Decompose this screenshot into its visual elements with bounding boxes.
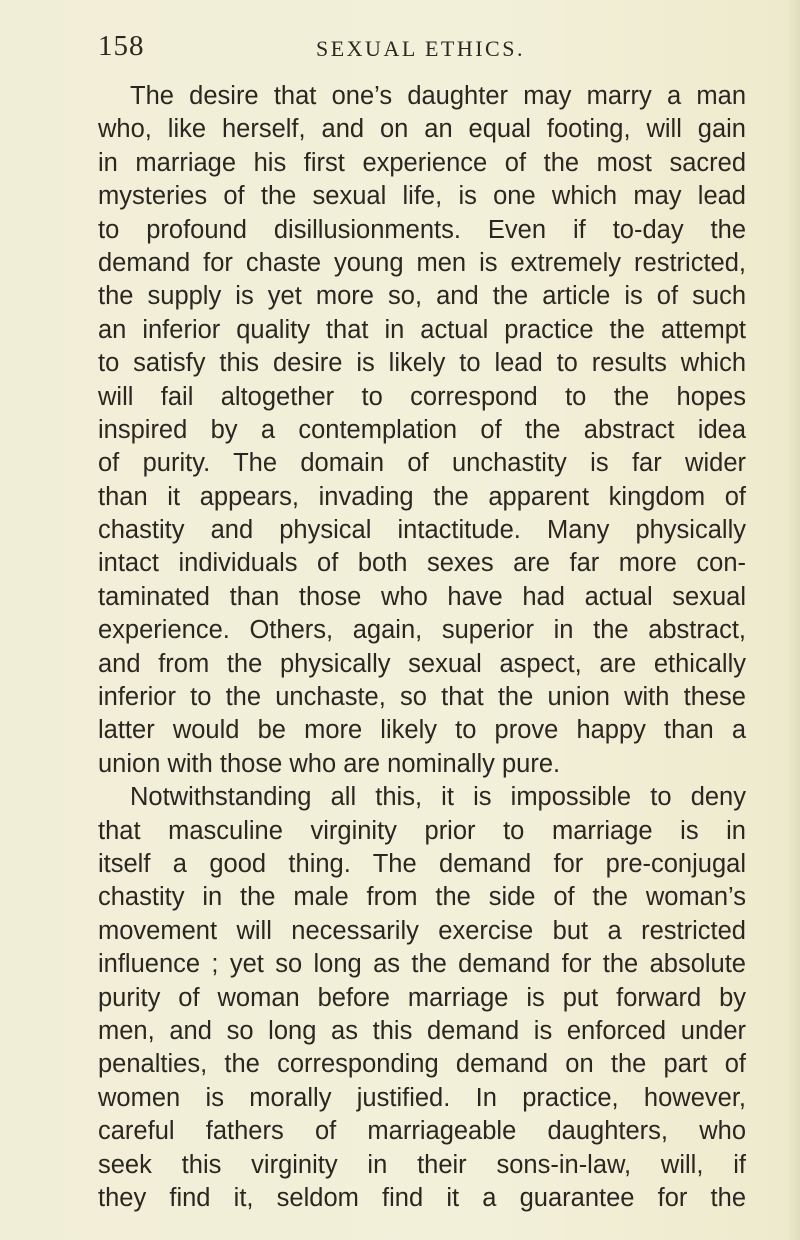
text-line: the supply is yet more so, and the article is of such [98, 282, 746, 311]
text-line: influence ; yet so long as the demand for the absolute [98, 950, 746, 979]
text-line: seek this virginity in their sons-in-law, will, if [98, 1150, 746, 1179]
text-line: taminated than those who have had actual sexual [98, 582, 746, 611]
page-edge-shadow [786, 0, 800, 1240]
running-head [86, 28, 726, 68]
text-line: inspired by a contemplation of the abstract idea [98, 415, 746, 444]
text-line: women is morally justified. In practice, however, [98, 1083, 746, 1112]
text-line: and from the physically sexual aspect, are ethically [98, 649, 746, 678]
text-line: they find it, seldom find it a guarantee for the [98, 1183, 746, 1212]
text-line: Notwithstanding all this, it is impossible to deny [130, 783, 746, 812]
running-title: SEXUAL ETHICS. [316, 36, 525, 61]
text-line: in marriage his first experience of the most sacred [98, 148, 746, 177]
text-line: itself a good thing. The demand for pre-conjugal [98, 849, 746, 878]
text-line: demand for chaste young men is extremely restricted, [98, 248, 746, 277]
text-line: an inferior quality that in actual practice the attempt [98, 315, 746, 344]
body-text [98, 80, 746, 1215]
text-line: latter would be more likely to prove happy than a [98, 716, 746, 745]
text-line: chastity and physical intactitude. Many physically [98, 516, 746, 545]
text-line: of purity. The domain of unchastity is far wider [98, 449, 746, 478]
text-line: experience. Others, again, superior in the abstract, [98, 616, 746, 645]
text-line: will fail altogether to correspond to the hopes [98, 382, 746, 411]
paragraph-1 [98, 80, 746, 781]
text-line: chastity in the male from the side of the woman’s [98, 883, 746, 912]
text-line: mysteries of the sexual life, is one which may lead [98, 182, 746, 211]
text-line: careful fathers of marriageable daughters, who [98, 1117, 746, 1146]
text-line: to satisfy this desire is likely to lead to results which [98, 349, 746, 378]
text-line: who, like herself, and on an equal footing, will gain [98, 115, 746, 144]
text-line: than it appears, invading the apparent kingdom of [98, 482, 746, 511]
text-line: men, and so long as this demand is enforced under [98, 1016, 746, 1045]
text-line: that masculine virginity prior to marriage is in [98, 816, 746, 845]
text-line: purity of woman before marriage is put forward by [98, 983, 746, 1012]
text-line: The desire that one’s daughter may marry a man [130, 82, 746, 110]
paragraph-2 [98, 781, 746, 1215]
text-line: movement will necessarily exercise but a restricted [98, 916, 746, 945]
text-line: to profound disillusionments. Even if to-day the [98, 215, 746, 244]
text-line: union with those who are nominally pure. [98, 749, 561, 778]
text-line: intact individuals of both sexes are far more con- [98, 549, 746, 578]
text-line: penalties, the corresponding demand on the part of [98, 1050, 746, 1079]
text-line: inferior to the unchaste, so that the union with these [98, 683, 746, 712]
page-number: 158 [98, 30, 145, 62]
